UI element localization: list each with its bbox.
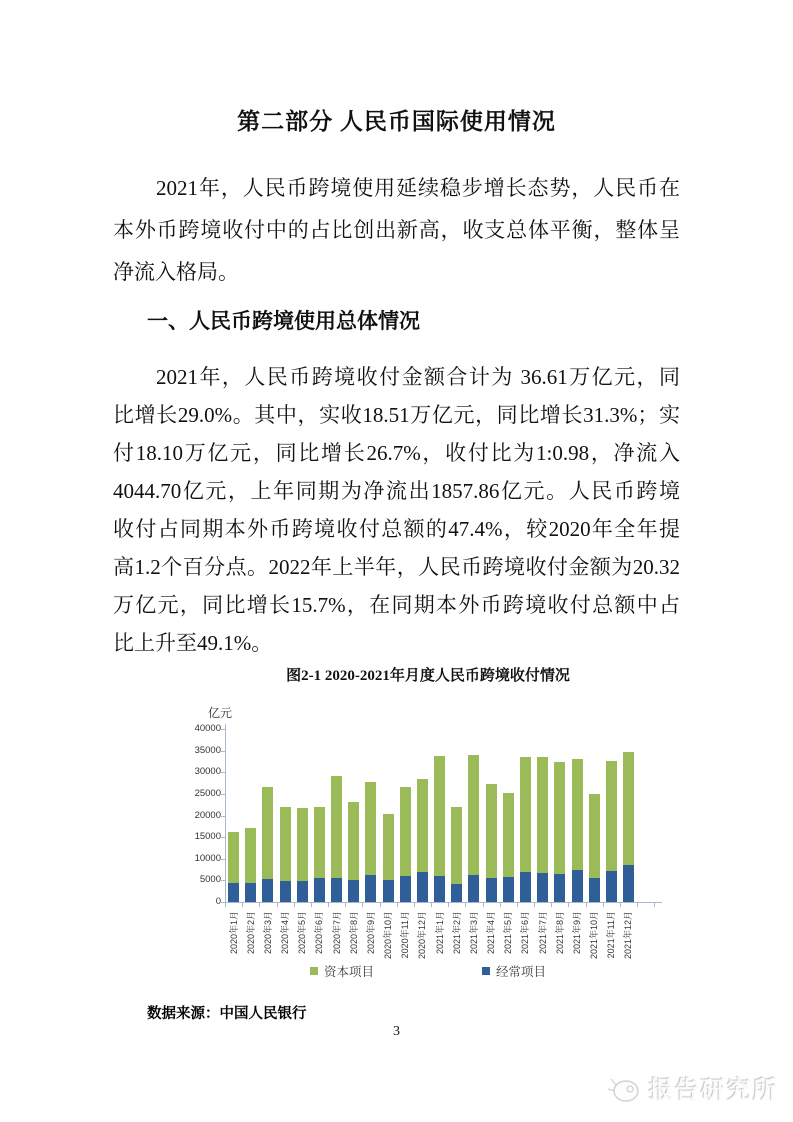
y-tick-label: 20000: [194, 809, 221, 821]
x-tick-label: 2020年1月: [228, 911, 239, 955]
y-axis-tick: [221, 772, 225, 773]
x-tick-label: 2020年11月: [400, 911, 411, 959]
paragraph-line: 万亿元，同比增长15.7%，在同期本外币跨境收付总额中占: [113, 593, 680, 617]
stacked-bar: [623, 752, 634, 902]
y-axis-tick: [221, 880, 225, 881]
bar-slot: [225, 729, 242, 902]
capital-account-segment: [554, 762, 565, 874]
y-tick-label: 40000: [194, 723, 221, 734]
bar-slot: [380, 729, 397, 902]
y-axis-unit-label: 亿元: [208, 706, 233, 720]
stacked-bar: [606, 761, 617, 902]
bar-slot: [362, 729, 379, 902]
current-account-segment: [468, 875, 479, 902]
x-tick-label: 2021年1月: [434, 911, 445, 955]
chart-legend: [188, 962, 668, 980]
watermark-text: 报告研究所: [649, 1077, 779, 1104]
bar-slot: [586, 729, 603, 902]
paragraph-line: 高1.2个百分点。2022年上半年，人民币跨境收付金额为20.32: [113, 555, 680, 579]
paragraph-line: 比增长29.0%。其中，实收18.51万亿元，同比增长31.3%；实: [113, 403, 680, 427]
stacked-bar: [486, 784, 497, 902]
bar-slot: [500, 729, 517, 902]
current-account-segment: [606, 871, 617, 902]
stacked-bar: [503, 793, 514, 902]
y-axis-tick: [221, 816, 225, 817]
x-tick-label: 2021年4月: [486, 911, 497, 955]
x-tick-label: 2021年3月: [468, 911, 479, 955]
bar-slot: [568, 729, 585, 902]
capital-account-segment: [365, 782, 376, 875]
y-axis-tick: [221, 902, 225, 903]
stacked-bar: [280, 807, 291, 902]
x-tick-label: 2021年2月: [451, 911, 462, 955]
capital-account-segment: [572, 759, 583, 869]
x-tick-label: 2021年7月: [537, 911, 548, 955]
capital-account-segment: [262, 787, 273, 879]
paragraph-line: 净流入格局。: [113, 260, 239, 284]
paragraph-line: 2021年，人民币跨境收付金额合计为 36.61万亿元，同: [156, 365, 680, 389]
paragraph-1: [113, 167, 680, 293]
y-axis-tick: [221, 859, 225, 860]
x-tick-label: 2020年4月: [280, 911, 291, 955]
x-tick-label: 2020年2月: [245, 911, 256, 955]
bar-slot: [242, 729, 259, 902]
current-account-segment: [245, 883, 256, 902]
y-axis-tick: [221, 837, 225, 838]
capital-account-segment: [331, 776, 342, 878]
current-account-segment: [486, 878, 497, 902]
legend-item-current: [482, 962, 546, 980]
current-account-segment: [228, 883, 239, 902]
bar-slot: [603, 729, 620, 902]
y-axis-tick: [221, 751, 225, 752]
stacked-bar: [554, 762, 565, 902]
bar-slot: [277, 729, 294, 902]
page-title: 第二部分 人民币国际使用情况: [237, 109, 556, 134]
bar-slot: [397, 729, 414, 902]
stacked-bar: [331, 776, 342, 902]
current-account-segment: [417, 872, 428, 902]
paragraph-line: 付18.10万亿元，同比增长26.7%，收付比为1:0.98，净流入: [113, 441, 680, 465]
y-tick-label: 0: [215, 896, 221, 907]
capital-account-segment: [280, 807, 291, 881]
chart-plot: [225, 729, 637, 902]
paragraph-line: 2021年，人民币跨境使用延续稳步增长态势，人民币在: [156, 176, 680, 200]
x-tick-label: 2021年11月: [606, 911, 617, 959]
capital-account-segment: [417, 779, 428, 872]
capital-account-segment: [451, 807, 462, 884]
capital-account-segment: [245, 828, 256, 883]
x-tick-label: 2021年12月: [623, 911, 634, 960]
current-account-segment: [365, 875, 376, 902]
stacked-bar: [520, 757, 531, 902]
watermark-logo-icon: [604, 1072, 642, 1104]
current-account-segment: [554, 874, 565, 902]
source-note: 数据来源：中国人民银行: [147, 1006, 307, 1022]
stacked-bar: [589, 794, 600, 902]
x-tick-label: 2020年6月: [314, 911, 325, 955]
y-tick-label: 25000: [194, 787, 221, 799]
capital-account-segment: [468, 755, 479, 875]
x-tick-label: 2021年10月: [589, 911, 600, 960]
bar-slot: [328, 729, 345, 902]
page-number: 3: [393, 1024, 400, 1039]
paragraph-line: 4044.70亿元，上年同期为净流出1857.86亿元。人民币跨境: [113, 479, 680, 503]
bar-slot: [483, 729, 500, 902]
capital-account-segment: [503, 793, 514, 877]
bar-slot: [311, 729, 328, 902]
current-account-segment: [331, 878, 342, 902]
stacked-bar: [537, 757, 548, 902]
stacked-bar: [228, 832, 239, 902]
capital-account-segment: [400, 787, 411, 875]
stacked-bar: [262, 787, 273, 902]
stacked-bar: [434, 756, 445, 902]
legend-item-capital: [310, 962, 374, 980]
stacked-bar: [297, 808, 308, 902]
current-account-segment: [383, 880, 394, 902]
capital-account-segment: [520, 757, 531, 872]
current-account-segment: [262, 879, 273, 902]
x-tick-label: 2021年6月: [520, 911, 531, 955]
y-tick-label: 35000: [194, 744, 221, 756]
capital-account-segment: [486, 784, 497, 878]
capital-account-segment: [348, 802, 359, 880]
y-tick-label: 30000: [194, 766, 221, 778]
current-account-segment: [503, 877, 514, 902]
x-tick-label: 2020年10月: [383, 911, 394, 960]
capital-account-segment: [606, 761, 617, 870]
capital-account-segment: [297, 808, 308, 881]
capital-account-segment: [589, 794, 600, 878]
bar-slot: [465, 729, 482, 902]
stacked-bar: [314, 807, 325, 902]
x-axis-tick: [637, 903, 638, 907]
capital-account-segment: [623, 752, 634, 864]
stacked-bar: [348, 802, 359, 902]
bar-slot: [551, 729, 568, 902]
x-tick-label: 2021年5月: [503, 911, 514, 955]
x-tick-label: 2020年8月: [348, 911, 359, 955]
capital-account-segment: [383, 814, 394, 880]
stacked-bar: [417, 779, 428, 902]
y-axis-tick: [221, 794, 225, 795]
y-tick-label: 5000: [199, 874, 221, 886]
stacked-bar: [383, 814, 394, 902]
current-account-segment: [451, 884, 462, 902]
legend-label-current: 经常项目: [496, 965, 547, 979]
x-tick-label: 2021年9月: [571, 911, 582, 955]
current-account-segment: [589, 878, 600, 902]
x-tick-label: 2020年3月: [262, 911, 273, 955]
paragraph-2: [113, 358, 680, 662]
stacked-bar: [468, 755, 479, 902]
current-account-segment: [520, 872, 531, 902]
paragraph-line: 本外币跨境收付中的占比创出新高，收支总体平衡，整体呈: [113, 218, 680, 242]
current-account-segment: [280, 881, 291, 902]
bar-slot: [414, 729, 431, 902]
bar-slot: [448, 729, 465, 902]
paragraph-line: 收付占同期本外币跨境收付总额的47.4%，较2020年全年提: [113, 517, 680, 541]
stacked-bar: [245, 828, 256, 902]
legend-label-capital: 资本项目: [323, 965, 374, 979]
y-tick-label: 15000: [194, 831, 221, 843]
y-axis-tick: [221, 729, 225, 730]
current-account-segment: [314, 878, 325, 902]
paragraph-line: 比上升至49.1%。: [113, 631, 273, 655]
legend-swatch-current: [482, 967, 490, 975]
bar-slot: [259, 729, 276, 902]
x-tick-label: 2020年7月: [331, 911, 342, 955]
stacked-bar: [365, 782, 376, 902]
legend-swatch-capital: [310, 967, 318, 975]
x-tick-label: 2020年9月: [365, 911, 376, 955]
current-account-segment: [348, 880, 359, 902]
bar-slot: [294, 729, 311, 902]
y-tick-label: 10000: [194, 852, 221, 864]
capital-account-segment: [314, 807, 325, 878]
x-tick-label: 2020年5月: [297, 911, 308, 955]
chart: [188, 700, 678, 1000]
bar-slot: [534, 729, 551, 902]
stacked-bar: [451, 807, 462, 902]
section-heading: 一、人民币跨境使用总体情况: [147, 309, 420, 333]
figure-caption: 图2-1 2020-2021年月度人民币跨境收付情况: [286, 668, 570, 684]
bar-slot: [517, 729, 534, 902]
bar-slot: [345, 729, 362, 902]
x-tick-label: 2020年12月: [417, 911, 428, 960]
capital-account-segment: [228, 832, 239, 883]
current-account-segment: [572, 870, 583, 902]
bar-slot: [620, 729, 637, 902]
current-account-segment: [400, 876, 411, 902]
current-account-segment: [537, 873, 548, 902]
x-tick-label: 2021年8月: [554, 911, 565, 955]
capital-account-segment: [434, 756, 445, 876]
stacked-bar: [400, 787, 411, 902]
current-account-segment: [434, 876, 445, 902]
y-axis-labels: [188, 700, 221, 920]
x-axis-tick: [654, 903, 655, 907]
stacked-bar: [572, 759, 583, 902]
bar-slot: [431, 729, 448, 902]
watermark: [604, 1070, 779, 1105]
current-account-segment: [623, 865, 634, 902]
current-account-segment: [297, 881, 308, 902]
capital-account-segment: [537, 757, 548, 872]
